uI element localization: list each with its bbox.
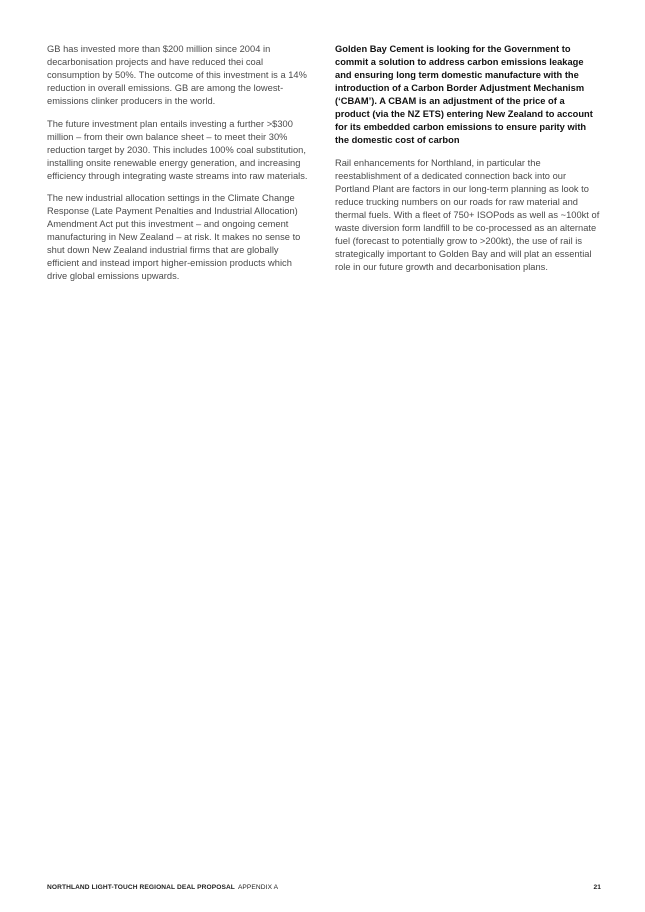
page-number: 21	[593, 884, 601, 891]
paragraph-investment-history: GB has invested more than $200 million since 2004 in decarbonisation projects and have reduced thei coal consumption by 50%. The outcome of this investment is a 14% reduction in overall emissions. GB are among the lowest-emissions clinker producers in the world.	[47, 44, 307, 106]
right-column	[335, 43, 601, 283]
footer-title-group	[47, 884, 278, 891]
paragraph-rail-enhancements: Rail enhancements for Northland, in particular the reestablishment of a dedicated connection back into our Portland Plant are factors in our long-term planning as look to reduce trucking numbers on our roads for raw material and thermal fuels. With a fleet of 750+ ISOPods as well as ~100kt of waste diversion form landfill to be co-processed as an alternate fuel (forecast to potentially grow to >200kt), the use of rail is strategically important to Golden Bay and will plat an essential role in our future growth and decarbonisation plans.	[335, 157, 600, 272]
page-footer	[47, 884, 601, 891]
paragraph-industrial-allocation: The new industrial allocation settings in the Climate Change Response (Late Payment Penalties and Industrial Allocation) Amendment Act put this investment – and ongoing cement manufacturing in New Zealand – at risk. It makes no sense to shut down New Zealand industrial firms that are globally efficient and instead import higher-emission products which drive global emissions upwards.	[47, 193, 301, 282]
footer-subtitle: APPENDIX A	[237, 884, 279, 891]
cbam-highlight: Golden Bay Cement is looking for the Government to commit a solution to address carbon emissions leakage and ensuring long term domestic manufacture with the introduction of a Carbon Border Adjustment Mechanism (‘CBAM’). A CBAM is an adjustment of the price of a product (via the NZ ETS) entering New Zealand to account for its embedded carbon emissions to ensure parity with the domestic cost of carbon	[335, 44, 593, 145]
footer-title: NORTHLAND LIGHT-TOUCH REGIONAL DEAL PROPOSAL	[47, 884, 235, 891]
left-column	[47, 43, 311, 293]
paragraph-future-investment: The future investment plan entails investing a further >$300 million – from their own balance sheet – to meet their 30% reduction target by 2030. This includes 100% coal substitution, installing onsite renewable energy generation, and increasing efficiency through integrating waste streams into raw materials.	[47, 118, 308, 181]
